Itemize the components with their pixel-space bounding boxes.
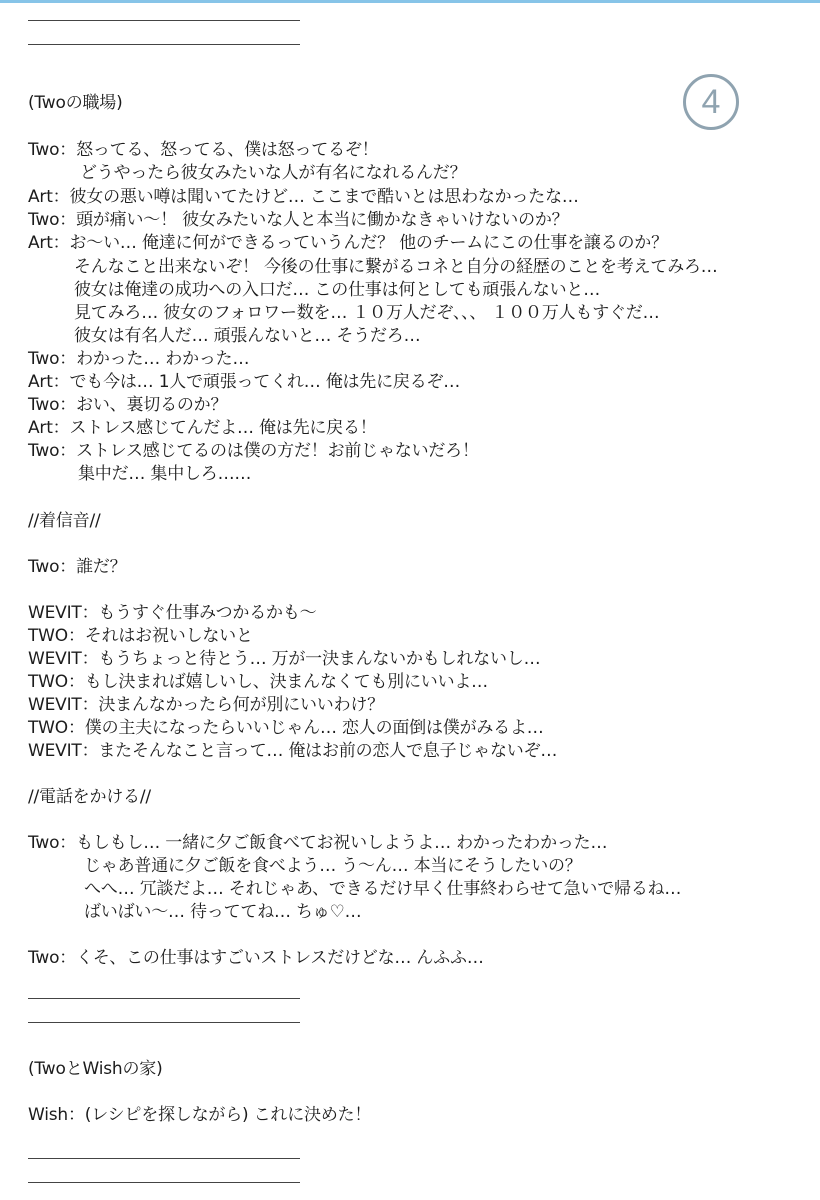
dialogue-line: 彼女は有名人だ… 頑張んないと… そうだろ… [74,326,421,346]
dialogue-line: TWO：それはお祝いしないと [28,626,253,646]
circled-number-badge: 4 [683,74,739,130]
dialogue-line: Two：くそ、この仕事はすごいストレスだけどな… んふふ… [28,948,484,968]
dialogue-line: Two：怒ってる、怒ってる、僕は怒ってるぞ！ [28,140,379,160]
divider-line [28,1022,300,1023]
dialogue-line: WEVIT：またそんなこと言って… 俺はお前の恋人で息子じゃないぞ… [28,741,558,761]
divider-line [28,1158,300,1159]
dialogue-line: WEVIT：もうすぐ仕事みつかるかも〜 [28,603,317,623]
dialogue-line: Two：おい、裏切るのか？ [28,395,228,415]
dialogue-line: Two：もしもし… 一緒に夕ご飯食べてお祝いしようよ… わかったわかった… [28,833,608,853]
dialogue-line: へへ… 冗談だよ… それじゃあ、できるだけ早く仕事終わらせて急いで帰るね… [84,879,682,899]
divider-line [28,998,300,999]
dialogue-line: Art：ストレス感じてんだよ… 俺は先に戻る！ [28,418,377,438]
divider-line [28,44,300,45]
dialogue-line: WEVIT：もうちょっと待とう… 万が一決まんないかもしれないし… [28,649,541,669]
scene-heading: (TwoとWishの家) [28,1059,163,1079]
dialogue-line: Two：ストレス感じてるのは僕の方だ！お前じゃないだろ！ [28,441,479,461]
dialogue-line: ばいばい〜… 待っててね… ちゅ♡… [84,902,362,922]
dialogue-line: 彼女は俺達の成功への入口だ… この仕事は何としても頑張んないと… [74,280,601,300]
dialogue-line: Art：彼女の悪い噂は聞いてたけど… ここまで酷いとは思わなかったな… [28,187,579,207]
dialogue-line: WEVIT：決まんなかったら何が別にいいわけ？ [28,695,384,715]
dialogue-line: どうやったら彼女みたいな人が有名になれるんだ？ [80,163,467,183]
dialogue-line: Art：でも今は… 1人で頑張ってくれ… 俺は先に戻るぞ… [28,372,461,392]
top-accent-bar [0,0,820,3]
dialogue-line: TWO：もし決まれば嬉しいし、決まんなくても別にいいよ… [28,672,488,692]
stage-direction: //電話をかける// [28,787,151,807]
dialogue-line: TWO：僕の主夫になったらいいじゃん… 恋人の面倒は僕がみるよ… [28,718,544,738]
dialogue-line: Two：頭が痛い〜！ 彼女みたいな人と本当に働かなきゃいけないのか？ [28,210,569,230]
dialogue-line: Two：誰だ？ [28,557,127,577]
dialogue-line: 見てみろ… 彼女のフォロワー数を… １０万人だぞ、、、 １００万人もすぐだ… [74,303,660,323]
divider-line [28,1182,300,1183]
dialogue-line: そんなこと出来ないぞ！ 今後の仕事に繋がるコネと自分の経歴のことを考えてみろ… [74,257,718,277]
dialogue-line: Art：お〜い… 俺達に何ができるっていうんだ？ 他のチームにこの仕事を譲るのか？ [28,233,668,253]
dialogue-line: 集中だ… 集中しろ…… [78,464,252,484]
dialogue-line: Wish：(レシピを探しながら) これに決めた！ [28,1105,372,1125]
divider-line [28,20,300,21]
dialogue-line: Two：わかった… わかった… [28,349,250,369]
dialogue-line: じゃあ普通に夕ご飯を食べよう… う〜ん… 本当にそうしたいの？ [84,856,582,876]
stage-direction: //着信音// [28,511,101,531]
scene-heading: (Twoの職場) [28,93,123,113]
